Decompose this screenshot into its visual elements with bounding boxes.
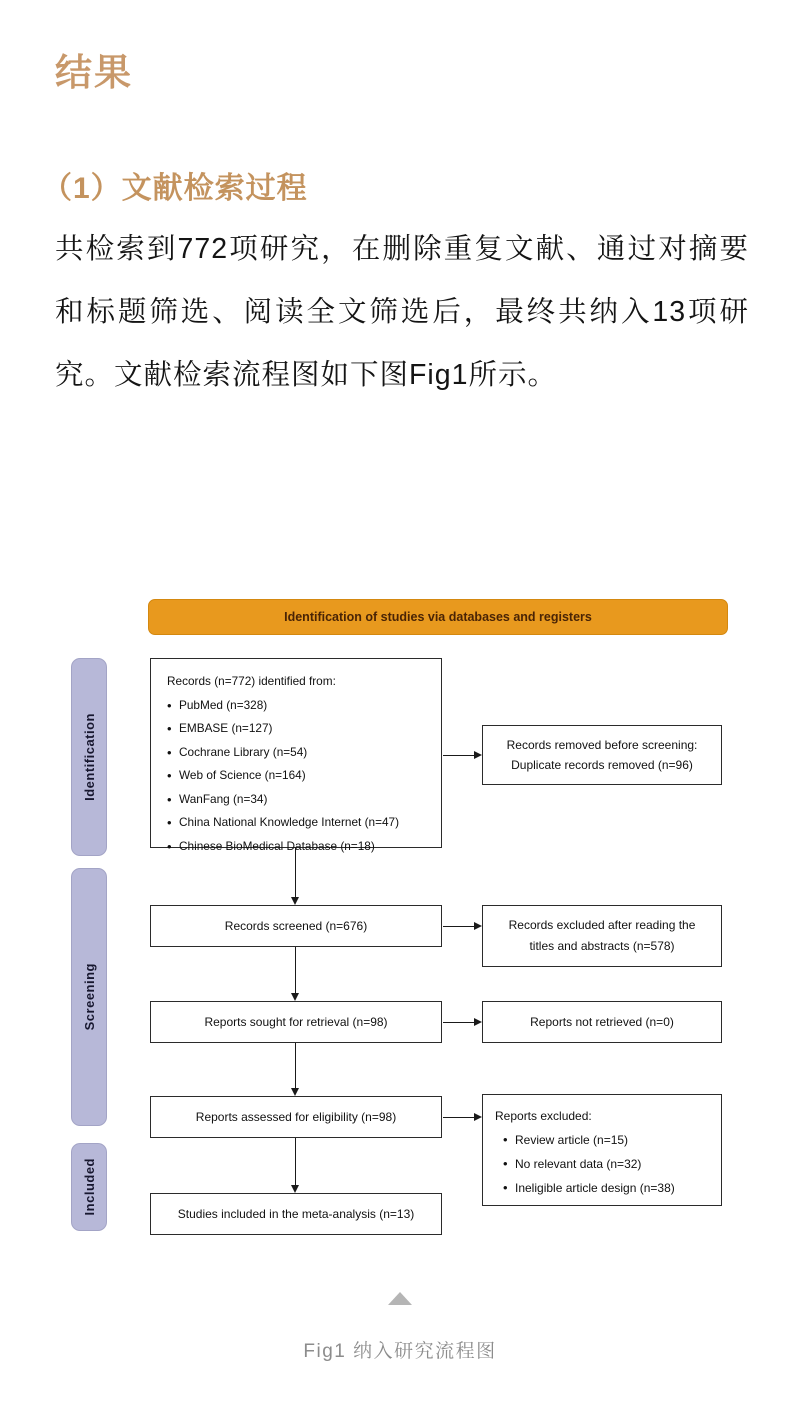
box-records-excluded <box>482 905 722 967</box>
records-excluded-line1: Records excluded after reading the <box>508 918 696 932</box>
reports-excluded-title: Reports excluded: <box>495 1109 592 1123</box>
list-item: • Chinese BioMedical Database (n=18) <box>167 835 433 859</box>
stage-screening-label: Screening <box>81 963 97 1031</box>
collapse-up-icon[interactable] <box>388 1292 412 1305</box>
box-studies-included <box>150 1193 442 1235</box>
arrow-right-sought-to-notretrieved <box>443 1022 474 1023</box>
arrow-down-identified-to-screened <box>295 848 296 897</box>
box-reports-not-retrieved <box>482 1001 722 1043</box>
records-removed-line2: Duplicate records removed (n=96) <box>511 758 693 772</box>
body-paragraph: 共检索到772项研究，在删除重复文献、通过对摘要和标题筛选、阅读全文筛选后，最终共纳入13项研究。文献检索流程图如下图Fig1所示。 <box>55 233 749 391</box>
section-heading: （1）文献检索过程 <box>42 172 308 205</box>
list-item: • Web of Science (n=164) <box>167 764 433 788</box>
database-list <box>167 694 433 859</box>
list-item: • WanFang (n=34) <box>167 788 433 812</box>
flowchart-header: Identification of studies via databases and registers <box>148 599 728 635</box>
exclusion-reason-list <box>503 1128 715 1200</box>
stage-screening <box>71 868 107 1126</box>
reports-assessed-label: Reports assessed for eligibility (n=98) <box>195 1109 397 1124</box>
records-excluded-line2: titles and abstracts (n=578) <box>529 939 675 953</box>
box-records-identified <box>150 658 442 853</box>
arrow-down-assessed-to-included <box>295 1138 296 1185</box>
records-removed-line1: Records removed before screening: <box>506 738 698 752</box>
list-item: • Ineligible article design (n=38) <box>503 1176 715 1200</box>
box-records-screened <box>150 905 442 947</box>
box-reports-excluded <box>482 1094 722 1206</box>
stage-identification-label: Identification <box>81 713 97 801</box>
page-title: 结果 <box>55 50 133 94</box>
arrow-right-identified-to-removed <box>443 755 474 756</box>
box-reports-assessed <box>150 1096 442 1138</box>
list-item: • China National Knowledge Internet (n=47) <box>167 811 433 835</box>
box-reports-sought <box>150 1001 442 1043</box>
list-item: • Review article (n=15) <box>503 1128 715 1152</box>
studies-included-label: Studies included in the meta-analysis (n=13) <box>177 1206 415 1221</box>
arrow-right-assessed-to-excluded <box>443 1117 474 1118</box>
arrow-down-sought-to-assessed <box>295 1043 296 1088</box>
stage-included <box>71 1143 107 1231</box>
records-identified-title: Records (n=772) identified from: <box>167 674 336 688</box>
reports-sought-label: Reports sought for retrieval (n=98) <box>204 1014 388 1029</box>
stage-identification <box>71 658 107 856</box>
list-item: • Cochrane Library (n=54) <box>167 741 433 765</box>
reports-not-retrieved-label: Reports not retrieved (n=0) <box>530 1014 674 1029</box>
list-item: • EMBASE (n=127) <box>167 717 433 741</box>
figure-caption: Fig1 纳入研究流程图 <box>303 1341 497 1362</box>
list-item: • No relevant data (n=32) <box>503 1152 715 1176</box>
records-screened-label: Records screened (n=676) <box>224 918 368 933</box>
box-records-removed <box>482 725 722 785</box>
arrow-down-screened-to-sought <box>295 947 296 993</box>
stage-included-label: Included <box>81 1158 97 1216</box>
arrow-right-screened-to-excluded <box>443 926 474 927</box>
list-item: • PubMed (n=328) <box>167 694 433 718</box>
